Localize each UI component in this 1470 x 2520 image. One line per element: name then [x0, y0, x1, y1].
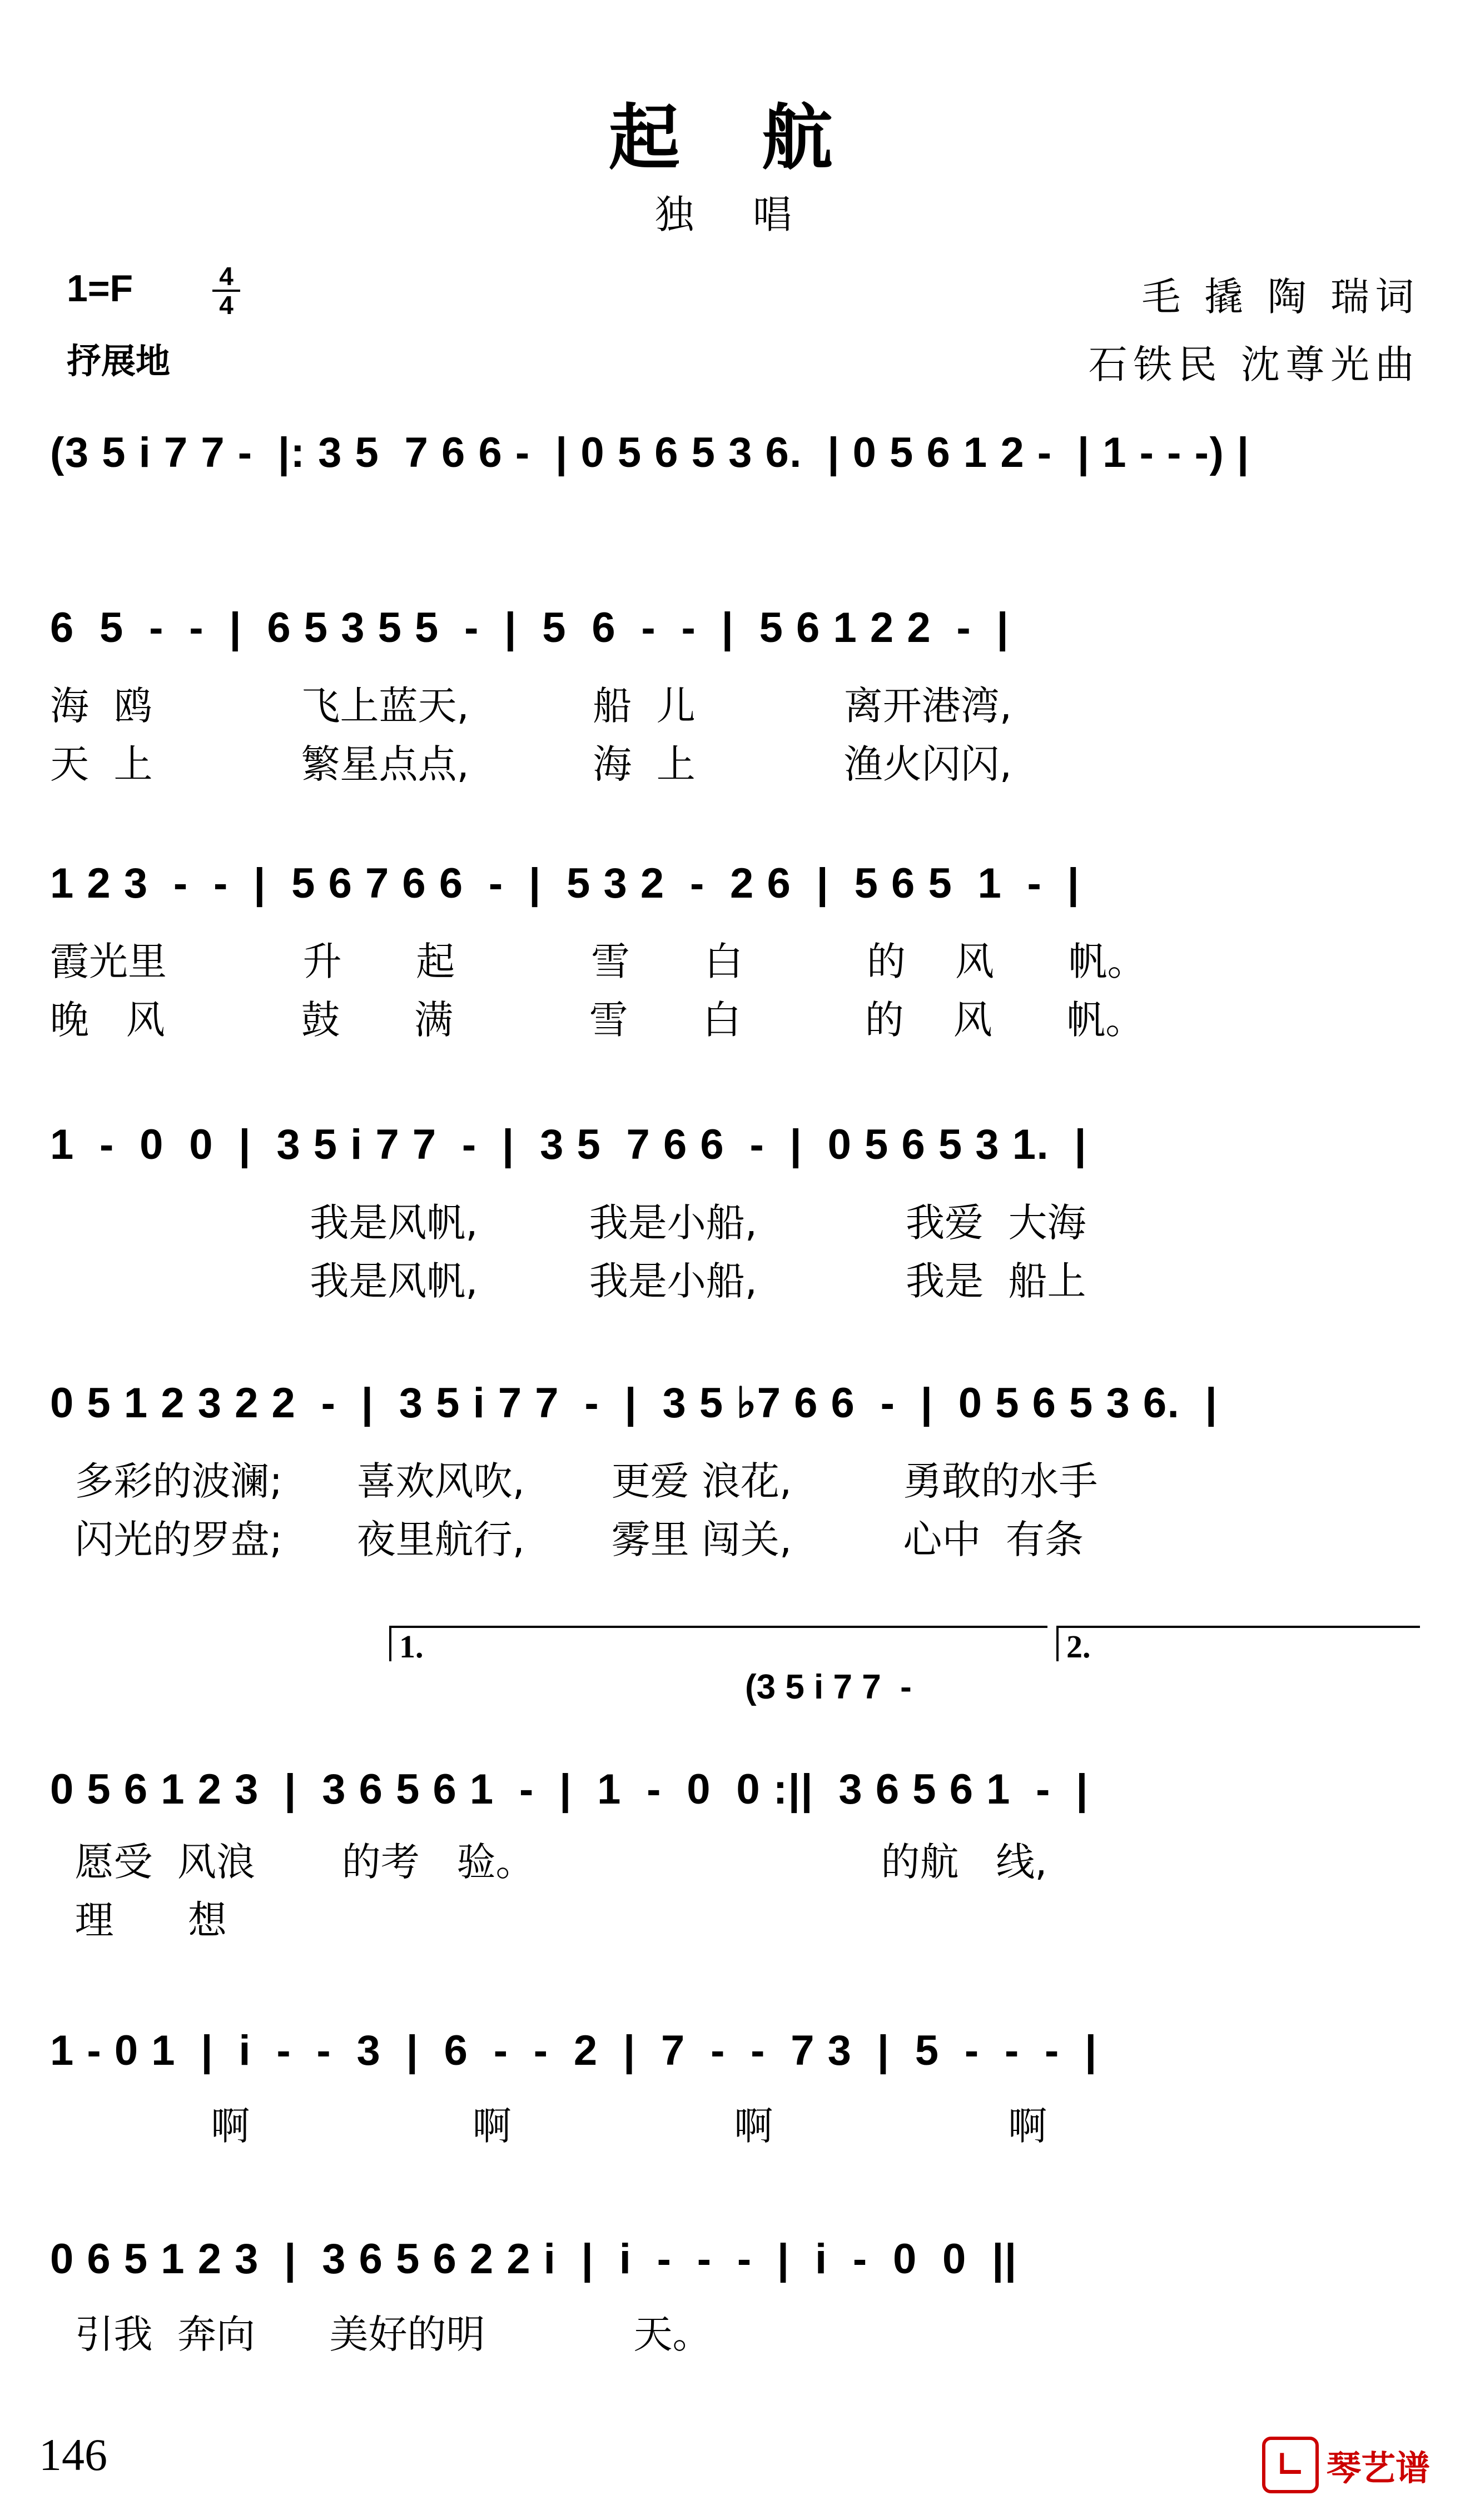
time-signature-top: 4: [219, 262, 234, 291]
second-ending-bracket: [1056, 1626, 1420, 1665]
notes-line-7: 1 - 0 1 | i - - 3 | 6 - - 2 | 7 - - 7 3 | 5 - - - |: [50, 2027, 1097, 2074]
notes-line-8: 0 6 5 1 2 3 | 3 6 5 6 2 2 i | i - - - | i - 0 0 ||: [50, 2235, 1017, 2283]
lyrics-line-4-verse-2: 我是风帆, 我是小船, 我是 船上: [50, 1258, 1086, 1304]
lyrics-line-4-verse-1: 我是风帆, 我是小船, 我爱 大海: [50, 1200, 1086, 1246]
composer-credit: 石铁民 沈尊光曲: [1088, 342, 1420, 387]
brand-name: 琴艺谱: [1327, 2447, 1431, 2488]
first-ending-bracket: [389, 1626, 1047, 1665]
lyrics-line-3-verse-2: 晚 风 鼓 满 雪 白 的 风 帆。: [50, 997, 1145, 1043]
notes-line-5: 0 5 1 2 3 2 2 - | 3 5 i 7 7 - | 3 5 ♭7 6 6 - | 0 5 6 5 3 6. |: [50, 1379, 1218, 1427]
key-signature: 1=F: [67, 267, 133, 310]
score-line-4: [50, 1117, 1423, 1304]
notes-intro: (3 5 i 7 7 - |: 3 5 7 6 6 - | 0 5 6 5 3 6. | 0 5 6 1 2 - | 1 - - -) |: [50, 429, 1250, 476]
score-line-5: [50, 1376, 1423, 1562]
score-line-6: [50, 1762, 1423, 1943]
lyrics-line-3-verse-1: 霞光里 升 起 雪 白 的 风 帆。: [50, 939, 1146, 984]
lyrics-line-2-verse-2: 天 上 繁星点点, 海 上 渔火闪闪,: [50, 741, 1012, 787]
lyrics-line-2-verse-1: 海 鸥 飞上蓝天, 船 儿 离开港湾,: [50, 683, 1012, 729]
time-signature-bottom: 4: [219, 291, 234, 320]
lyrics-line-7: 啊 啊 啊 啊: [50, 2103, 1047, 2149]
brand-logo: [1262, 2434, 1430, 2496]
volta-2-label: 2.: [1066, 1628, 1091, 1665]
lyricist-credit: 毛 撬 陶 瑞词: [1141, 274, 1420, 320]
performance-type: 独 唱: [654, 192, 816, 237]
song-title: 起 航: [608, 96, 862, 180]
lyrics-line-6-verse-2: 理 想: [50, 1898, 227, 1943]
brand-mark-icon: ∟: [1262, 2437, 1319, 2493]
page-number: 146: [39, 2429, 107, 2480]
time-signature: [212, 262, 240, 320]
score-line-8: [50, 2232, 1423, 2357]
lyrics-line-5-verse-2: 闪光的罗盘; 夜里航行, 雾里 闯关, 心中 有条: [50, 1517, 1084, 1562]
lyrics-line-6-verse-1: 愿受 风浪 的考 验。 的航 线,: [50, 1839, 1047, 1885]
cue-notes: (3 5 i 7 7 -: [745, 1668, 912, 1706]
notes-line-6: 0 5 6 1 2 3 | 3 6 5 6 1 - | 1 - 0 0 :|| 3 6 5 6 1 - |: [50, 1766, 1089, 1813]
notes-line-2: 6 5 - - | 6 5 3 5 5 - | 5 6 - - | 5 6 1 2 2 - |: [50, 604, 1010, 651]
score-line-7: [50, 2023, 1423, 2149]
lyrics-line-8: 引我 奔向 美好的明 天。: [50, 2312, 712, 2357]
lyrics-line-5-verse-1: 多彩的波澜; 喜欢风吹, 更爱 浪花, 勇敢的水手: [50, 1458, 1098, 1504]
volta-1-label: 1.: [399, 1628, 424, 1665]
notes-line-3: 1 2 3 - - | 5 6 7 6 6 - | 5 3 2 - 2 6 | 5 6 5 1 - |: [50, 860, 1080, 907]
score-line-3: [50, 856, 1423, 1043]
score-line-intro: [50, 425, 1423, 520]
notes-line-4: 1 - 0 0 | 3 5 i 7 7 - | 3 5 7 6 6 - | 0 5 6 5 3 1. |: [50, 1121, 1087, 1168]
tempo-marking: 抒展地: [67, 341, 171, 381]
score-line-2: [50, 600, 1423, 787]
